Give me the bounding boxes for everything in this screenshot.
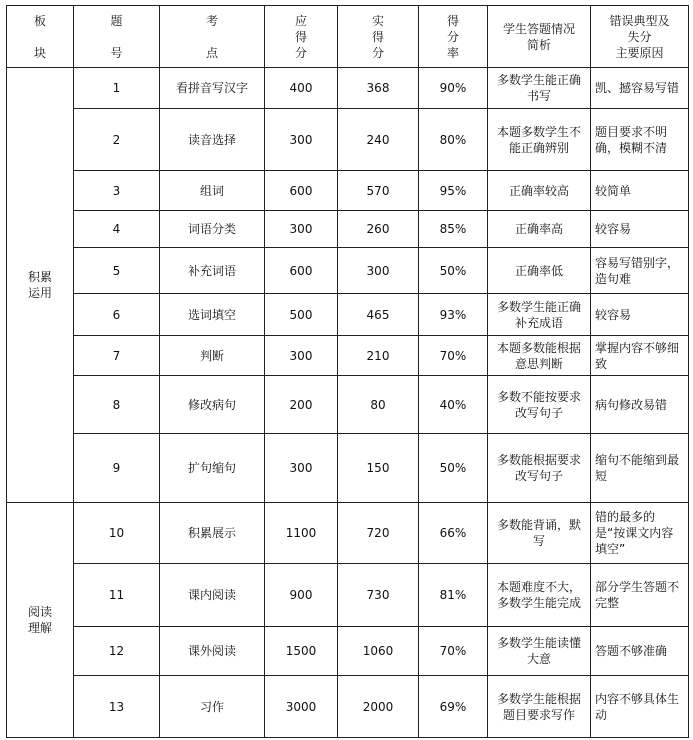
actual-score-text: 210 [366,348,390,363]
header-qnum-line1: 题 [110,13,123,28]
test-point-text: 组词 [199,183,224,198]
score-rate-text: 66% [439,526,467,540]
error-reason [591,109,689,171]
actual-score-text: 80 [370,397,386,412]
score-analysis-table [6,5,689,738]
actual-score [338,336,419,376]
actual-score-text: 150 [366,461,390,475]
header-reason-line3: 主要原因 [615,45,664,60]
analysis [488,503,591,564]
analysis-text: 多数学生能根据题目要求写作 [496,691,581,722]
error-reason-text: 掌握内容不够细致 [595,340,680,371]
question-number-text: 1 [112,81,121,95]
test-point [160,676,265,738]
table-row [7,109,689,171]
analysis [488,627,591,676]
test-point [160,211,265,248]
question-number [74,434,160,503]
header-should-line1: 应 [294,13,307,28]
header-rate-line2: 分 [446,29,459,44]
actual-score [338,171,419,211]
analysis-text: 本题难度不大，多数学生能完成 [496,580,581,610]
table-row [7,294,689,336]
test-point [160,109,265,171]
test-point [160,434,265,503]
table-row [7,248,689,294]
header-point-line1: 考 [205,13,218,28]
test-point-text: 补充词语 [187,263,236,278]
test-point-text: 课外阅读 [187,644,236,658]
question-number [74,627,160,676]
header-analysis [488,6,591,68]
question-number-text: 6 [112,307,121,322]
analysis-text: 本题多数能根据意思判断 [496,340,581,371]
section-name-line: 积累 [27,270,52,284]
error-reason [591,503,689,564]
question-number [74,294,160,336]
test-point [160,68,265,109]
section-name-line: 运用 [27,286,52,300]
question-number-text: 8 [112,397,121,412]
test-point-text: 词语分类 [187,222,236,236]
header-should-line2: 得 [294,29,307,44]
score-rate [419,109,488,171]
error-reason-text: 答题不够准确 [595,644,668,658]
analysis [488,564,591,627]
error-reason [591,376,689,434]
score-rate-text: 69% [439,699,467,714]
question-number [74,211,160,248]
error-reason-text: 部分学生答题不完整 [595,580,680,610]
analysis-text: 多数学生能正确书写 [496,73,581,103]
test-point-text: 判断 [199,348,224,363]
score-rate-text: 80% [439,132,467,147]
should-score-text: 300 [289,132,313,147]
error-reason [591,336,689,376]
question-number-text: 11 [108,588,125,602]
question-number [74,68,160,109]
should-score [265,376,338,434]
table-row [7,171,689,211]
header-qnum-line2: 号 [110,45,123,60]
test-point-text: 修改病句 [187,397,236,412]
analysis [488,68,591,109]
question-number-text: 3 [112,183,121,198]
header-error-reason [591,6,689,68]
actual-score-text: 2000 [362,699,394,714]
test-point-text: 积累展示 [187,526,236,540]
header-actual-line2: 得 [371,29,384,44]
analysis [488,434,591,503]
question-number [74,248,160,294]
score-rate-text: 50% [439,263,467,278]
table-row [7,376,689,434]
actual-score [338,294,419,336]
section-name [7,68,74,503]
should-score [265,294,338,336]
question-number-text: 2 [112,132,121,147]
test-point [160,376,265,434]
score-rate-text: 70% [439,644,467,658]
error-reason-text: 较容易 [595,222,632,236]
test-point [160,627,265,676]
should-score [265,109,338,171]
should-score [265,171,338,211]
test-point [160,294,265,336]
actual-score [338,564,419,627]
test-point-text: 扩句缩句 [187,461,236,475]
should-score-text: 600 [289,263,313,278]
score-rate-text: 70% [439,348,467,363]
should-score [265,434,338,503]
test-point [160,171,265,211]
should-score-text: 900 [289,588,313,602]
question-number-text: 5 [112,263,121,278]
should-score-text: 1500 [285,644,317,658]
section-name-line: 阅读 [27,605,52,619]
section-name [7,503,74,738]
should-score [265,248,338,294]
table-row [7,211,689,248]
actual-score [338,434,419,503]
should-score-text: 300 [289,222,313,236]
question-number [74,503,160,564]
header-actual-score [338,6,419,68]
should-score-text: 300 [289,348,313,363]
score-rate [419,336,488,376]
error-reason-text: 错的最多的是“按课文内容填空” [595,510,674,556]
error-reason [591,676,689,738]
error-reason [591,68,689,109]
analysis-text: 多数学生能读懂大意 [496,636,581,666]
header-should-line3: 分 [294,45,307,60]
table-row [7,627,689,676]
error-reason-text: 较容易 [595,307,632,322]
score-rate-text: 93% [439,307,467,322]
header-reason-line1: 错误典型及 [609,13,670,28]
header-should-score [265,6,338,68]
analysis [488,376,591,434]
question-number [74,171,160,211]
actual-score [338,211,419,248]
table-row [7,336,689,376]
score-rate-text: 40% [439,397,467,412]
score-rate-text: 50% [439,461,467,475]
error-reason [591,248,689,294]
error-reason-text: 缩句不能缩到最短 [595,453,680,483]
score-rate [419,503,488,564]
should-score-text: 500 [289,307,313,322]
question-number-text: 4 [112,222,121,236]
header-actual-line1: 实 [371,13,384,28]
actual-score [338,503,419,564]
analysis-text: 多数学生能正确补充成语 [496,299,581,330]
test-point [160,503,265,564]
actual-score-text: 300 [366,263,390,278]
should-score [265,68,338,109]
should-score [265,676,338,738]
header-analysis-line2: 简析 [526,37,551,52]
header-block [7,6,74,68]
question-number-text: 7 [112,348,121,363]
test-point [160,248,265,294]
should-score-text: 1100 [285,526,317,540]
header-reason-line2: 失分 [627,29,652,44]
question-number [74,109,160,171]
score-rate [419,564,488,627]
test-point-text: 习作 [199,699,224,714]
header-block-line1: 板 [33,13,46,28]
analysis [488,294,591,336]
table-row [7,68,689,109]
actual-score [338,68,419,109]
table-body [7,68,689,738]
header-block-line2: 块 [33,45,46,60]
error-reason [591,564,689,627]
question-number [74,376,160,434]
table-row [7,503,689,564]
header-actual-line3: 分 [371,45,384,60]
score-rate [419,676,488,738]
analysis-text: 多数能背诵，默写 [496,518,581,548]
score-rate [419,248,488,294]
actual-score-text: 730 [366,588,390,602]
actual-score-text: 570 [366,183,390,198]
should-score-text: 600 [289,183,313,198]
question-number [74,564,160,627]
should-score [265,336,338,376]
error-reason [591,294,689,336]
error-reason-text: 凯、撼容易写错 [595,81,680,95]
analysis-text: 多数不能按要求改写句子 [496,389,581,420]
header-rate-line3: 率 [446,45,459,60]
analysis-text: 正确率较高 [508,183,569,198]
question-number-text: 12 [108,644,125,658]
score-rate [419,68,488,109]
header-score-rate [419,6,488,68]
error-reason-text: 内容不够具体生动 [595,691,680,722]
question-number-text: 13 [108,699,125,714]
question-number [74,336,160,376]
actual-score [338,248,419,294]
test-point-text: 看拼音写汉字 [175,81,248,95]
analysis [488,248,591,294]
score-rate-text: 81% [439,588,467,602]
question-number-text: 9 [112,461,121,475]
test-point-text: 选词填空 [187,307,236,322]
should-score [265,564,338,627]
score-rate-text: 85% [439,222,467,236]
question-number-text: 10 [108,526,125,540]
actual-score-text: 368 [366,81,390,95]
error-reason [591,434,689,503]
error-reason [591,627,689,676]
test-point [160,564,265,627]
actual-score [338,109,419,171]
table-row [7,564,689,627]
analysis [488,676,591,738]
table-row [7,676,689,738]
actual-score-text: 720 [366,526,390,540]
analysis [488,336,591,376]
actual-score [338,376,419,434]
actual-score-text: 1060 [362,644,394,658]
test-point [160,336,265,376]
should-score [265,503,338,564]
should-score-text: 400 [289,81,313,95]
error-reason-text: 较简单 [595,183,632,198]
score-rate [419,627,488,676]
actual-score-text: 240 [366,132,390,147]
score-rate [419,211,488,248]
analysis-text: 多数能根据要求改写句子 [496,453,581,483]
analysis [488,171,591,211]
score-rate [419,171,488,211]
actual-score-text: 465 [366,307,390,322]
score-rate-text: 95% [439,183,467,198]
actual-score [338,676,419,738]
actual-score-text: 260 [366,222,390,236]
analysis-text: 正确率低 [514,263,563,278]
actual-score [338,627,419,676]
score-rate [419,376,488,434]
score-rate [419,434,488,503]
should-score [265,627,338,676]
error-reason-text: 题目要求不明确，模糊不清 [595,124,668,155]
table-row [7,434,689,503]
error-reason-text: 容易写错别字，造句难 [595,255,680,286]
header-point-line2: 点 [205,45,218,60]
analysis [488,211,591,248]
should-score [265,211,338,248]
header-analysis-line1: 学生答题情况 [502,21,575,36]
should-score-text: 3000 [285,699,317,714]
section-name-line: 理解 [27,621,52,635]
test-point-text: 课内阅读 [187,588,236,602]
score-rate-text: 90% [439,81,467,95]
header-test-point [160,6,265,68]
error-reason-text: 病句修改易错 [595,397,668,412]
header-rate-line1: 得 [446,13,459,28]
header-row [7,6,689,68]
test-point-text: 读音选择 [187,132,236,147]
question-number [74,676,160,738]
should-score-text: 300 [289,461,313,475]
analysis [488,109,591,171]
error-reason [591,171,689,211]
analysis-text: 正确率高 [514,222,563,236]
error-reason [591,211,689,248]
analysis-text: 本题多数学生不能正确辨别 [496,124,581,155]
header-question-number [74,6,160,68]
score-rate [419,294,488,336]
should-score-text: 200 [289,397,313,412]
